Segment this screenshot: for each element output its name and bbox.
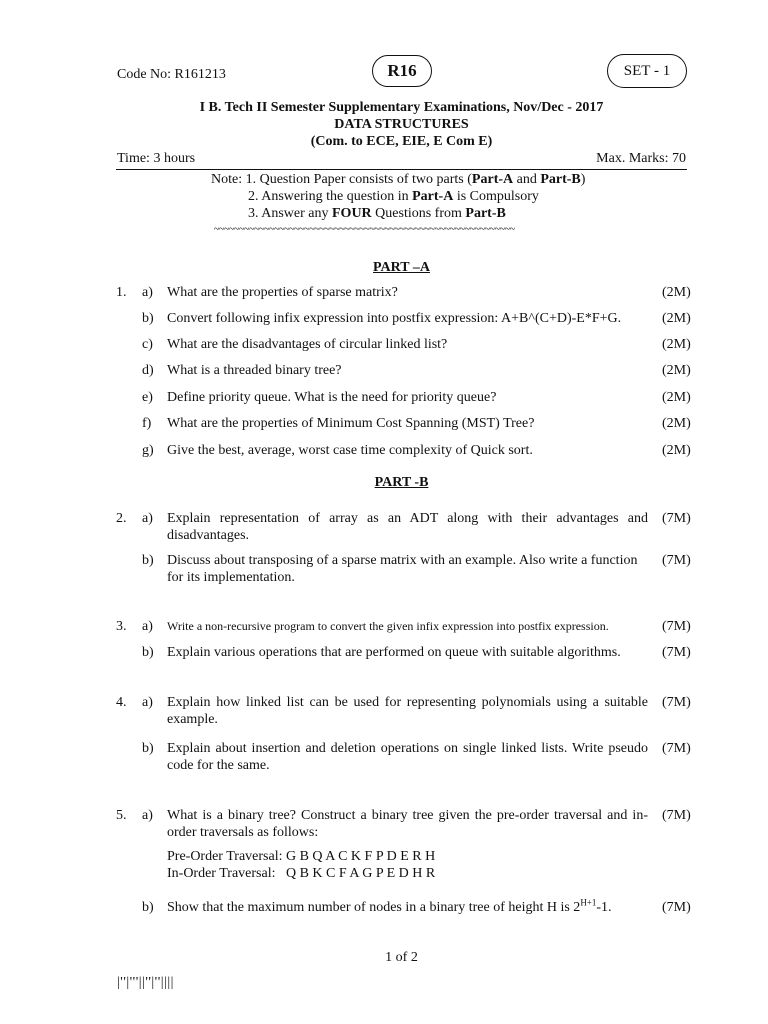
item-label: a) (142, 285, 153, 300)
q2-a-text: Explain representation of array as an ADT along with their advantages and disadvantages. (167, 511, 648, 543)
q3-b-marks: (7M) (662, 645, 691, 660)
item-label: f) (142, 416, 152, 431)
note-line-1: Note: 1. Question Paper consists of two parts (Part-A and Part-B) (211, 172, 586, 187)
item-marks: (2M) (662, 311, 691, 326)
item-label: d) (142, 363, 154, 378)
q3-a-text: Write a non-recursive program to convert the given infix expression into postfix expression. (167, 619, 609, 633)
note-line-2: 2. Answering the question in Part-A is Compulsory (248, 189, 539, 204)
item-text: Convert following infix expression into postfix expression: A+B^(C+D)-E*F+G. (167, 311, 622, 326)
code-number: Code No: R161213 (117, 67, 226, 82)
item-label: c) (142, 337, 153, 352)
question-number-2: 2. (116, 511, 127, 526)
item-text: Give the best, average, worst case time complexity of Quick sort. (167, 443, 533, 458)
q4-b-label: b) (142, 741, 154, 756)
q5-b-label: b) (142, 900, 154, 915)
item-text: What are the disadvantages of circular linked list? (167, 337, 448, 352)
inorder-traversal: In-Order Traversal: Q B K C F A G P E D H R (167, 866, 436, 881)
header-divider (116, 169, 687, 170)
subject-title: DATA STRUCTURES (334, 117, 469, 132)
q5-b-marks: (7M) (662, 900, 691, 915)
max-marks: Max. Marks: 70 (596, 151, 686, 166)
q3-b-text: Explain various operations that are performed on queue with suitable algorithms. (167, 645, 621, 660)
item-label: e) (142, 390, 153, 405)
barcode-text: |''|'''||''|''|||| (117, 975, 174, 990)
question-number-3: 3. (116, 619, 127, 634)
q4-b-text: Explain about insertion and deletion operations on single linked lists. Write pseudo code for the same. (167, 741, 648, 773)
q2-a-label: a) (142, 511, 153, 526)
q4-b-marks: (7M) (662, 741, 691, 756)
exponent: H+1 (580, 897, 597, 908)
item-marks: (2M) (662, 390, 691, 405)
item-label: b) (142, 311, 154, 326)
time-allowed: Time: 3 hours (117, 151, 196, 166)
q5-b-text: Show that the maximum number of nodes in a binary tree of height H is $2^{H+1}-1$. (167, 897, 612, 915)
set-badge: SET - 1 (607, 54, 687, 88)
q4-a-label: a) (142, 695, 153, 710)
item-text: What are the properties of sparse matrix? (167, 285, 398, 300)
item-marks: (2M) (662, 285, 691, 300)
q2-b-text: Discuss about transposing of a sparse matrix with an example. Also write a function for its implementation. (167, 553, 638, 585)
q3-a-label: a) (142, 619, 153, 634)
regulation-badge: R16 (372, 55, 432, 87)
item-marks: (2M) (662, 443, 691, 458)
q4-a-marks: (7M) (662, 695, 691, 710)
preorder-traversal: Pre-Order Traversal: G B Q A C K F P D E R H (167, 849, 436, 864)
item-text: What is a threaded binary tree? (167, 363, 342, 378)
q3-b-label: b) (142, 645, 154, 660)
q5-a-text: What is a binary tree? Construct a binary tree given the pre-order traversal and in-order traversals as follows: (167, 808, 648, 840)
part-b-heading: PART -B (374, 475, 429, 490)
note-line-3: 3. Answer any FOUR Questions from Part-B (248, 206, 506, 221)
question-number-4: 4. (116, 695, 127, 710)
q3-a-marks: (7M) (662, 619, 691, 634)
question-number-1: 1. (116, 285, 127, 300)
q2-a-marks: (7M) (662, 511, 691, 526)
item-text: What are the properties of Minimum Cost Spanning (MST) Tree? (167, 416, 535, 431)
page-number: 1 of 2 (385, 950, 418, 965)
q4-a-text: Explain how linked list can be used for representing polynomials using a suitable example. (167, 695, 648, 727)
item-label: g) (142, 443, 154, 458)
question-number-5: 5. (116, 808, 127, 823)
exam-title: I B. Tech II Semester Supplementary Examinations, Nov/Dec - 2017 (199, 100, 604, 115)
item-marks: (2M) (662, 337, 691, 352)
item-marks: (2M) (662, 416, 691, 431)
q5-a-marks: (7M) (662, 808, 691, 823)
q5-a-label: a) (142, 808, 153, 823)
q2-b-marks: (7M) (662, 553, 691, 568)
item-marks: (2M) (662, 363, 691, 378)
item-text: Define priority queue. What is the need for priority queue? (167, 390, 497, 405)
part-a-heading: PART –A (373, 260, 430, 275)
branches: (Com. to ECE, EIE, E Com E) (310, 134, 493, 149)
tilde-separator: ~~~~~~~~~~~~~~~~~~~~~~~~~~~~~~~~~~~~~~~~~~~~~~~~~~~~~~~~~~~~ (214, 224, 515, 235)
q2-b-label: b) (142, 553, 154, 568)
